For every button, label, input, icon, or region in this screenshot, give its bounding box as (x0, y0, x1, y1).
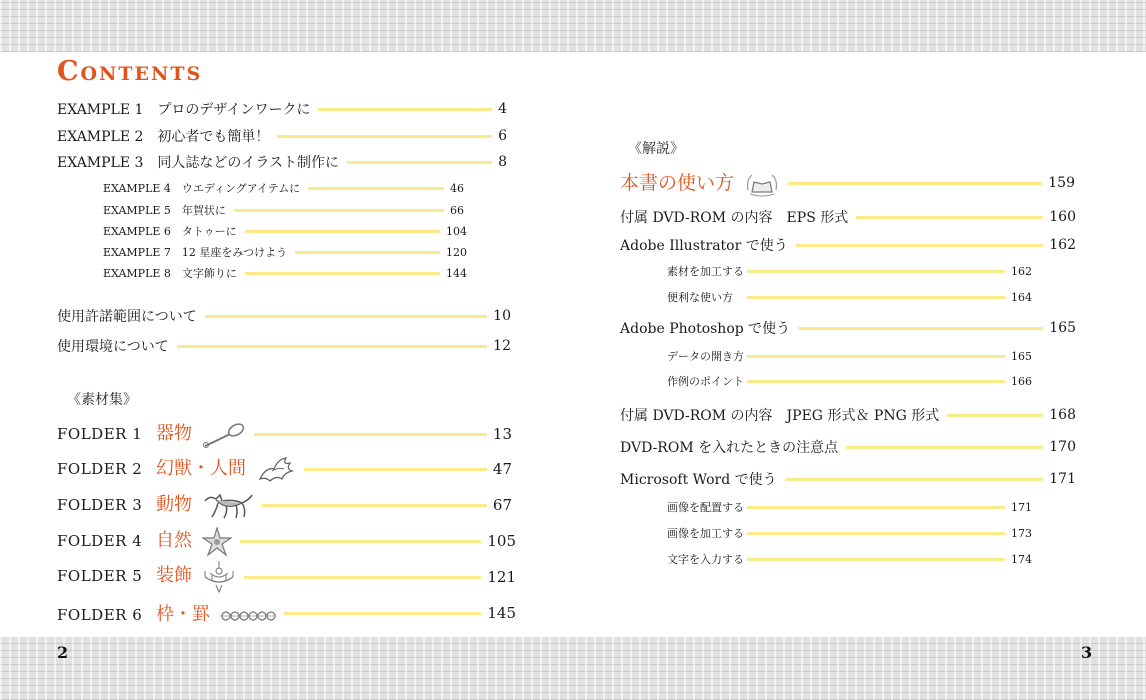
leader-line (245, 272, 440, 275)
folder-entry[interactable]: FOLDER 2 幻獣・人間 47 (57, 454, 512, 484)
toc-entry[interactable]: EXAMPLE 2 初心者でも簡単！ 6 (57, 128, 507, 145)
leader-line (308, 187, 444, 190)
leader-line (788, 182, 1042, 185)
griffin-icon (256, 455, 296, 485)
folder-entry[interactable]: FOLDER 4 自然 105 (57, 526, 516, 556)
leader-line (846, 446, 1043, 449)
guide-subentry[interactable]: 素材を加工する 162 (667, 264, 1032, 278)
leader-line (856, 216, 1043, 219)
guide-entry[interactable]: Adobe Illustrator で使う 162 (620, 237, 1076, 254)
toc-subentry[interactable]: EXAMPLE 5 年賀状に 66 (103, 203, 464, 217)
cat-icon (202, 491, 254, 521)
leader-line (796, 244, 1044, 247)
toc-subentry[interactable]: EXAMPLE 8 文字飾りに 144 (103, 266, 467, 280)
guide-subentry[interactable]: 作例のポイント 166 (667, 374, 1032, 388)
leader-line (240, 540, 481, 543)
folder-entry[interactable]: FOLDER 6 枠・罫 145 (57, 604, 516, 625)
toc-entry[interactable]: EXAMPLE 1 プロのデザインワークに 4 (57, 101, 507, 118)
leader-line (254, 433, 487, 436)
border-icon (220, 608, 276, 624)
guide-entry[interactable]: 付属 DVD-ROM の内容 JPEG 形式＆ PNG 形式 168 (620, 407, 1076, 424)
guide-subentry[interactable]: 画像を加工する 173 (667, 526, 1032, 540)
guide-subentry[interactable]: データの開き方 165 (667, 349, 1032, 363)
star-icon (202, 527, 232, 557)
leader-line (747, 296, 1005, 299)
leader-line (277, 135, 492, 138)
toc-subentry[interactable]: EXAMPLE 7 12 星座をみつけよう 120 (103, 245, 467, 259)
toc-subentry[interactable]: EXAMPLE 4 ウエディングアイテムに 46 (103, 181, 464, 195)
leader-line (177, 345, 487, 348)
leader-line (747, 270, 1005, 273)
guide-subentry[interactable]: 便利な使い方 164 (667, 290, 1032, 304)
leader-line (347, 161, 492, 164)
toc-entry[interactable]: EXAMPLE 3 同人誌などのイラスト制作に 8 (57, 154, 507, 171)
leader-line (295, 251, 440, 254)
page-number-right: 3 (1081, 643, 1093, 662)
leader-line (318, 108, 492, 111)
section-heading-material: 《素材集》 (67, 392, 137, 408)
chandelier-icon (202, 561, 236, 593)
folder-entry[interactable]: FOLDER 5 装飾 121 (57, 562, 516, 592)
leader-line (947, 414, 1043, 417)
leader-line (747, 558, 1005, 561)
leader-line (284, 612, 481, 615)
guide-entry[interactable]: 付属 DVD-ROM の内容 EPS 形式 160 (620, 209, 1076, 226)
toc-entry[interactable]: 使用環境について 12 (57, 338, 511, 355)
leader-line (262, 504, 487, 507)
guide-entry[interactable]: Microsoft Word で使う 171 (620, 471, 1076, 488)
leader-line (747, 532, 1005, 535)
guide-entry[interactable]: Adobe Photoshop で使う 165 (620, 320, 1076, 337)
bottom-ornament-band (0, 637, 1146, 700)
leader-line (245, 230, 440, 233)
leader-line (798, 327, 1043, 330)
leader-line (244, 576, 481, 579)
guide-subentry[interactable]: 文字を入力する 174 (667, 552, 1032, 566)
book-emblem-icon (744, 172, 780, 198)
page-number-left: 2 (57, 643, 69, 662)
top-ornament-band (0, 0, 1146, 52)
leader-line (785, 478, 1044, 481)
folder-entry[interactable]: FOLDER 3 動物 67 (57, 490, 512, 520)
contents-title: Contents (57, 56, 203, 87)
leader-line (747, 380, 1005, 383)
leader-line (234, 209, 444, 212)
leader-line (304, 468, 487, 471)
toc-subentry[interactable]: EXAMPLE 6 タトゥーに 104 (103, 224, 467, 238)
guide-main-entry[interactable]: 本書の使い方 159 (620, 168, 1075, 198)
toc-entry[interactable]: 使用許諾範囲について 10 (57, 308, 511, 325)
guide-subentry[interactable]: 画像を配置する 171 (667, 500, 1032, 514)
guide-entry[interactable]: DVD-ROM を入れたときの注意点 170 (620, 439, 1076, 456)
section-heading-guide: 《解説》 (628, 141, 684, 157)
leader-line (205, 315, 487, 318)
spoon-icon (202, 421, 246, 449)
leader-line (747, 355, 1005, 358)
leader-line (747, 506, 1005, 509)
folder-entry[interactable]: FOLDER 1 器物 13 (57, 420, 512, 448)
